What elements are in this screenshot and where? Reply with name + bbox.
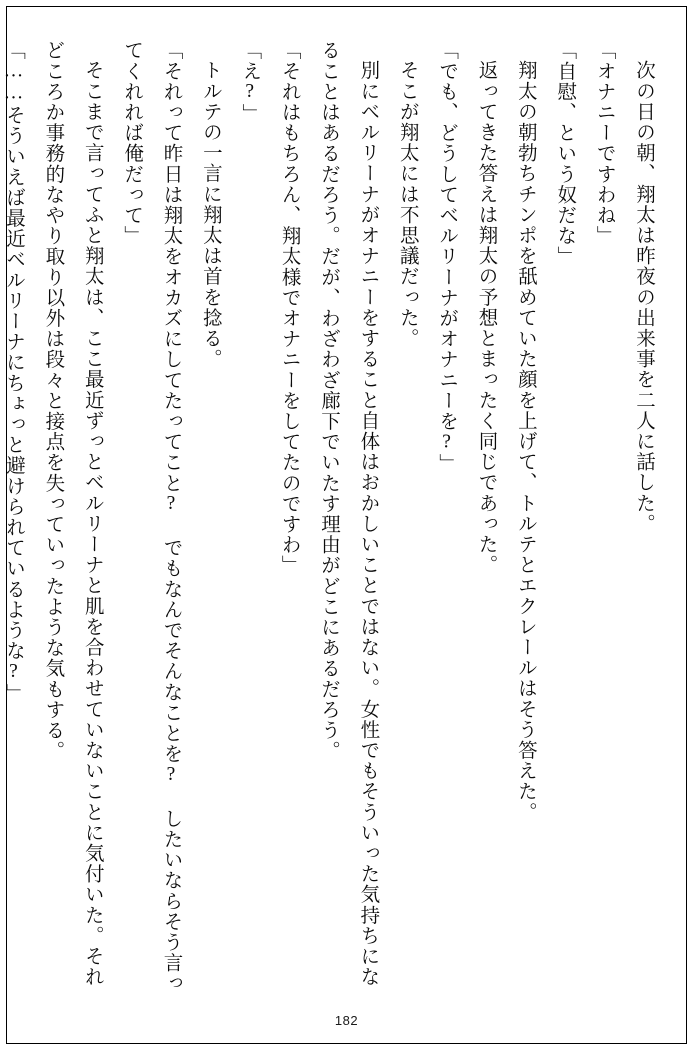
paragraph: 翔太の朝勃ちチンポを舐めていた顔を上げて、トルテとエクレールはそう答えた。 <box>514 59 536 822</box>
novel-text-body <box>3 40 663 995</box>
page-number: 182 <box>334 1013 359 1028</box>
paragraph: 別にベルリーナがオナニーをすること自体はおかしいことではない。女性でもそういった気持ちになることはあるだろう。だが、わざわざ廊下でいたす理由がどこにあるだろう。 <box>318 40 379 987</box>
paragraph: 次の日の朝、翔太は昨夜の出来事を二人に話した。 <box>633 59 654 534</box>
paragraph: そこまで言ってふと翔太は、ここ最近ずっとベルリーナと肌を合わせていないことに気付いた。それどころか事務的なやり取り以外は段々と接点を失っていったような気もする。 <box>42 40 103 987</box>
paragraph: 「オナニーですわね」 <box>593 40 615 246</box>
paragraph: そこが翔太には不思議だった。 <box>396 59 418 348</box>
paragraph: 返ってきた答えは翔太の予想とまったく同じであった。 <box>475 59 497 575</box>
paragraph: 「え?」 <box>239 40 261 124</box>
paragraph: トルテの一言に翔太は首を捻る。 <box>199 59 221 369</box>
paragraph: 「それって昨日は翔太をオカズにしてたってこと? でもなんでそんなことを? したいならそう言ってくれれば俺だって」 <box>121 40 182 994</box>
paragraph: 「自慰、という奴だな」 <box>554 40 576 267</box>
paragraph: 「それはもちろん、翔太様でオナニーをしてたのですわ」 <box>278 40 300 576</box>
paragraph: 「でも、どうしてベルリーナがオナニーを?」 <box>436 40 458 475</box>
paragraph: 「……そういえば最近ベルリーナにちょっと避けられているような?」 <box>3 40 24 704</box>
